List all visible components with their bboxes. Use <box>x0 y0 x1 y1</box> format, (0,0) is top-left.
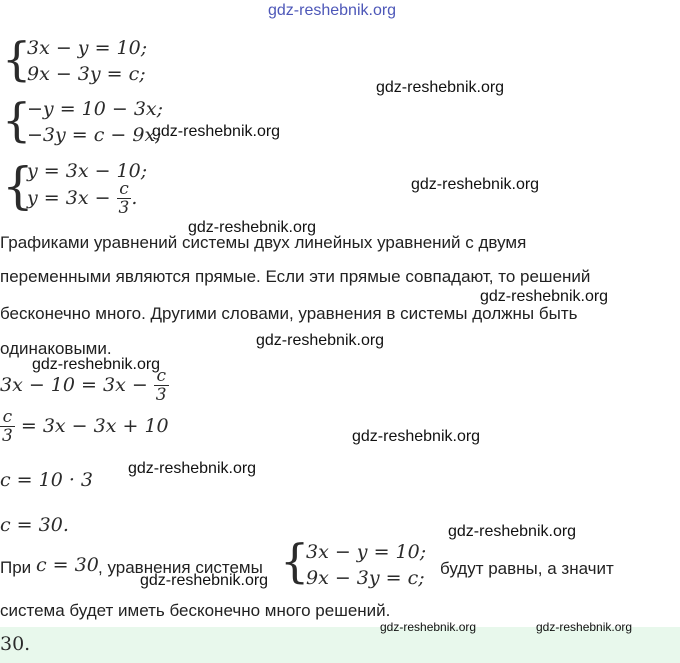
system1-brace: { <box>2 32 32 86</box>
conclusion-line-2: система будет иметь бесконечно много решений. <box>0 601 391 620</box>
watermark: gdz-reshebnik.org <box>152 123 281 140</box>
watermark: gdz-reshebnik.org <box>256 332 385 349</box>
step-2-frac-den: 3 <box>2 426 13 446</box>
step-1-frac-num: c <box>156 366 166 386</box>
watermark: gdz-reshebnik.org <box>411 176 540 193</box>
paragraph-line-2: переменными являются прямые. Если эти прямые совпадают, то решений <box>0 267 591 286</box>
watermark: gdz-reshebnik.org <box>140 572 269 589</box>
system3-eq2 <box>27 181 137 217</box>
answer: 30. <box>0 633 31 655</box>
watermark-top: gdz-reshebnik.org <box>268 2 397 19</box>
conclusion-pre: При <box>0 558 32 577</box>
system1-eq2: 9x − 3y = c; <box>27 63 146 85</box>
paragraph-line-1: Графиками уравнений системы двух линейных уравнений с двумя <box>0 233 527 252</box>
system2-eq2: −3y = c − 9x; <box>27 124 162 146</box>
step-1-fraction <box>154 368 169 404</box>
step-2 <box>0 409 169 445</box>
step-2-suffix: = 3x − 3x + 10 <box>20 415 169 437</box>
paragraph-line-3: бесконечно много. Другими словами, уравнения в системы должны быть <box>0 304 578 323</box>
system3-eq2-prefix: y = 3x − <box>27 187 111 209</box>
system3-eq1: y = 3x − 10; <box>27 160 148 182</box>
watermark-small: gdz-reshebnik.org <box>536 620 633 634</box>
watermark-small: gdz-reshebnik.org <box>380 620 477 634</box>
system3-brace: { <box>2 157 34 215</box>
conclusion-mid: , уравнения системы <box>98 558 263 577</box>
watermark: gdz-reshebnik.org <box>128 460 257 477</box>
watermark: gdz-reshebnik.org <box>188 219 317 236</box>
system3-fraction <box>117 181 132 217</box>
watermark: gdz-reshebnik.org <box>480 288 609 305</box>
step-2-fraction <box>0 409 15 445</box>
watermark: gdz-reshebnik.org <box>448 523 577 540</box>
system1-eq1: 3x − y = 10; <box>27 37 148 59</box>
step-2-frac-num: c <box>2 407 13 427</box>
watermark: gdz-reshebnik.org <box>376 79 505 96</box>
step-3: c = 10 · 3 <box>0 469 94 491</box>
conclusion-eq1: 3x − y = 10; <box>306 541 427 563</box>
system3-eq2-suffix: . <box>131 187 138 209</box>
step-1 <box>0 368 169 404</box>
step-1-prefix: 3x − 10 = 3x − <box>0 374 148 396</box>
system3-frac-num: c <box>119 179 129 199</box>
conclusion-brace: { <box>280 534 310 588</box>
paragraph-line-4: одинаковыми. <box>0 339 112 358</box>
watermark: gdz-reshebnik.org <box>352 428 481 445</box>
step-1-frac-den: 3 <box>155 385 167 405</box>
system3-frac-den: 3 <box>118 198 130 218</box>
system2-eq1: −y = 10 − 3x; <box>27 98 164 120</box>
conclusion-eq2: 9x − 3y = c; <box>306 567 425 589</box>
step-4: c = 30. <box>0 514 69 536</box>
system2-brace: { <box>2 93 32 147</box>
conclusion-post: будут равны, а значит <box>440 559 614 578</box>
watermark: gdz-reshebnik.org <box>32 356 161 373</box>
conclusion-cval: c = 30 <box>36 554 99 576</box>
